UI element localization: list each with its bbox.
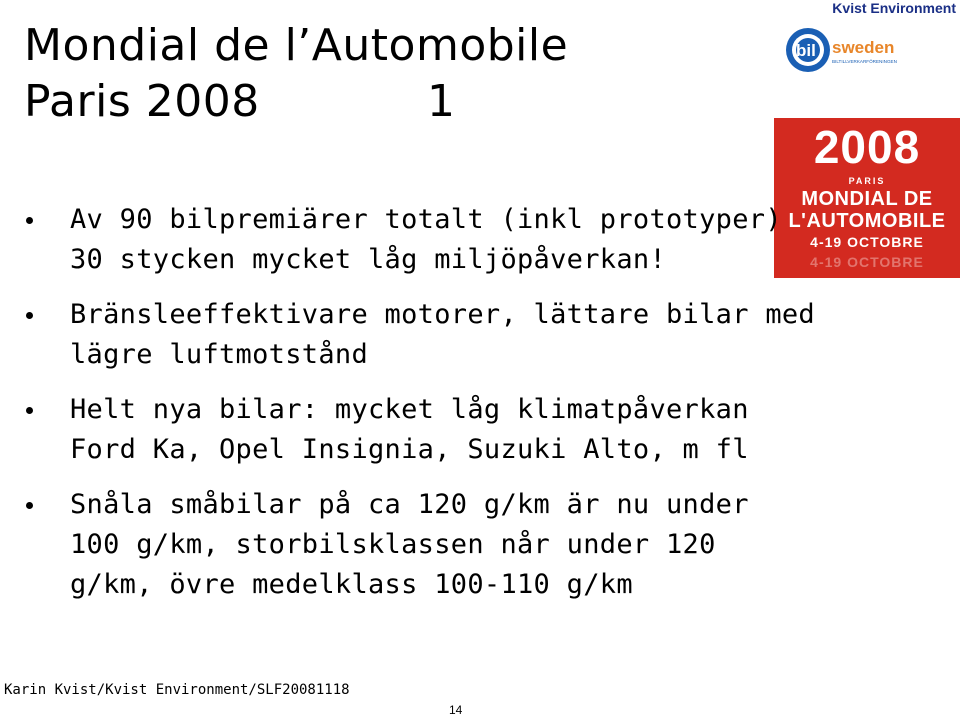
poster-year: 2008 <box>813 121 921 173</box>
logo-text-sub: BILTILLVERKARFÖRENINGEN <box>832 59 897 64</box>
logo-text-bil: bil <box>796 41 816 60</box>
slide-title <box>24 18 568 130</box>
poster-line-1: MONDIAL DE <box>801 188 933 210</box>
poster-dates-reflection: 4-19 OCTOBRE <box>810 254 924 270</box>
bullet-list <box>26 200 846 605</box>
bullet-item <box>26 295 846 375</box>
bil-sweden-logo <box>782 20 900 80</box>
bullet-line: 30 stycken mycket låg miljöpåverkan! <box>70 244 666 275</box>
bullet-line: Bränsleeffektivare motorer, lättare bilar med <box>70 299 815 330</box>
bullet-item <box>26 485 846 605</box>
page-number: 14 <box>449 703 463 717</box>
poster-city: PARIS <box>848 176 886 186</box>
bullet-item <box>26 200 846 280</box>
title-number: 1 <box>427 76 456 127</box>
bullet-line: Snåla småbilar på ca 120 g/km är nu under <box>70 489 749 520</box>
title-line-2: Paris 2008 <box>24 76 260 127</box>
bullet-dot-icon <box>26 312 33 319</box>
footer-credit: Karin Kvist/Kvist Environment/SLF20081118 <box>4 682 350 698</box>
poster-line-2: L'AUTOMOBILE <box>788 210 946 232</box>
poster-dates: 4-19 OCTOBRE <box>810 234 924 250</box>
bullet-item <box>26 390 846 470</box>
title-line-1: Mondial de l’Automobile <box>24 20 569 71</box>
bullet-dot-icon <box>26 217 33 224</box>
bullet-line: lägre luftmotstånd <box>70 339 368 370</box>
brand-name: Kvist Environment <box>832 0 956 16</box>
bullet-line: Helt nya bilar: mycket låg klimatpåverkan <box>70 394 749 425</box>
bullet-line: g/km, övre medelklass 100-110 g/km <box>70 569 633 600</box>
bullet-line: 100 g/km, storbilsklassen når under 120 <box>70 529 716 560</box>
bullet-line: Av 90 bilpremiärer totalt (inkl prototyper) <box>70 204 782 235</box>
bullet-dot-icon <box>26 502 33 509</box>
bullet-dot-icon <box>26 407 33 414</box>
logo-text-sweden: sweden <box>832 38 895 57</box>
bullet-line: Ford Ka, Opel Insignia, Suzuki Alto, m fl <box>70 434 749 465</box>
